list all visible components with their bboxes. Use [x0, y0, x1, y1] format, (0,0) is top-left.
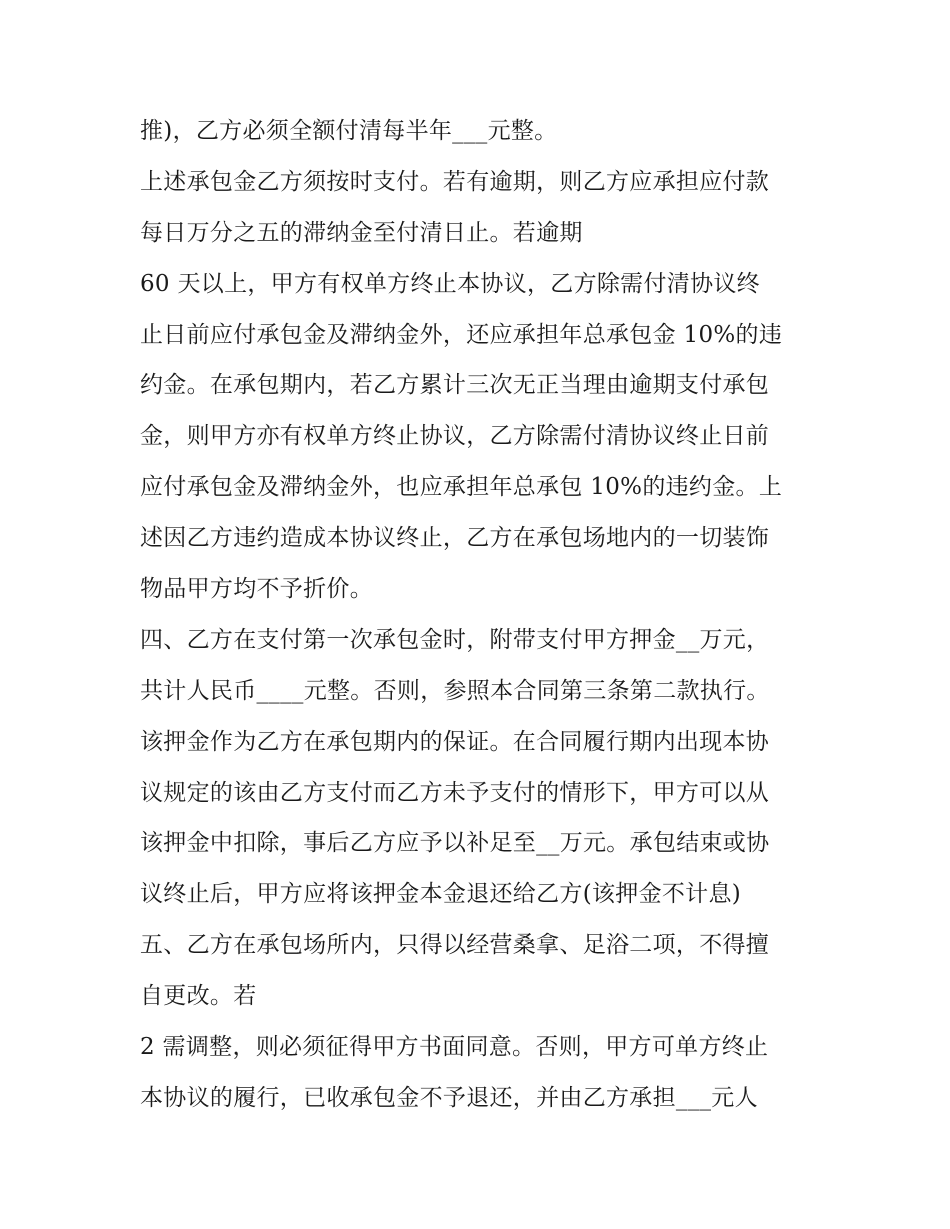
text-line: 推)，乙方必须全额付清每半年___元整。 — [140, 118, 558, 144]
text-line: 该押金中扣除，事后乙方应予以补足至__万元。承包结束或协 — [140, 830, 770, 857]
text-line: 60 天以上，甲方有权单方终止本协议，乙方除需付清协议终 — [140, 270, 760, 297]
text-line: 约金。在承包期内，若乙方累计三次无正当理由逾期支付承包 — [140, 372, 770, 399]
text-line: 2 需调整，则必须征得甲方书面同意。否则，甲方可单方终止 — [140, 1034, 769, 1061]
text-line: 议终止后，甲方应将该押金本金退还给乙方(该押金不计息) — [140, 881, 742, 908]
text-line: 该押金作为乙方在承包期内的保证。在合同履行期内出现本协 — [140, 728, 770, 755]
text-line: 述因乙方违约造成本协议终止，乙方在承包场地内的一切装饰 — [140, 525, 770, 552]
contract-text — [140, 106, 830, 1124]
text-line: 每日万分之五的滞纳金至付清日止。若逾期 — [140, 219, 583, 246]
text-line: 议规定的该由乙方支付而乙方未予支付的情形下，甲方可以从 — [140, 779, 770, 806]
text-line: 四、乙方在支付第一次承包金时，附带支付甲方押金__万元， — [140, 626, 770, 653]
text-line: 上述承包金乙方须按时支付。若有逾期，则乙方应承担应付款 — [140, 168, 770, 195]
text-line: 本协议的履行，已收承包金不予退还，并由乙方承担___元人 — [140, 1084, 758, 1111]
text-line: 自更改。若 — [140, 983, 257, 1010]
text-line: 物品甲方均不予折价。 — [140, 576, 373, 603]
text-line: 应付承包金及滞纳金外，也应承担年总承包 10%的违约金。上 — [140, 474, 783, 501]
text-line: 共计人民币____元整。否则，参照本合同第三条第二款执行。 — [140, 677, 770, 704]
text-line: 五、乙方在承包场所内，只得以经营桑拿、足浴二项，不得擅 — [140, 932, 770, 959]
text-line: 金，则甲方亦有权单方终止协议，乙方除需付清协议终止日前 — [140, 423, 770, 450]
text-line: 止日前应付承包金及滞纳金外，还应承担年总承包金 10%的违 — [140, 321, 783, 348]
